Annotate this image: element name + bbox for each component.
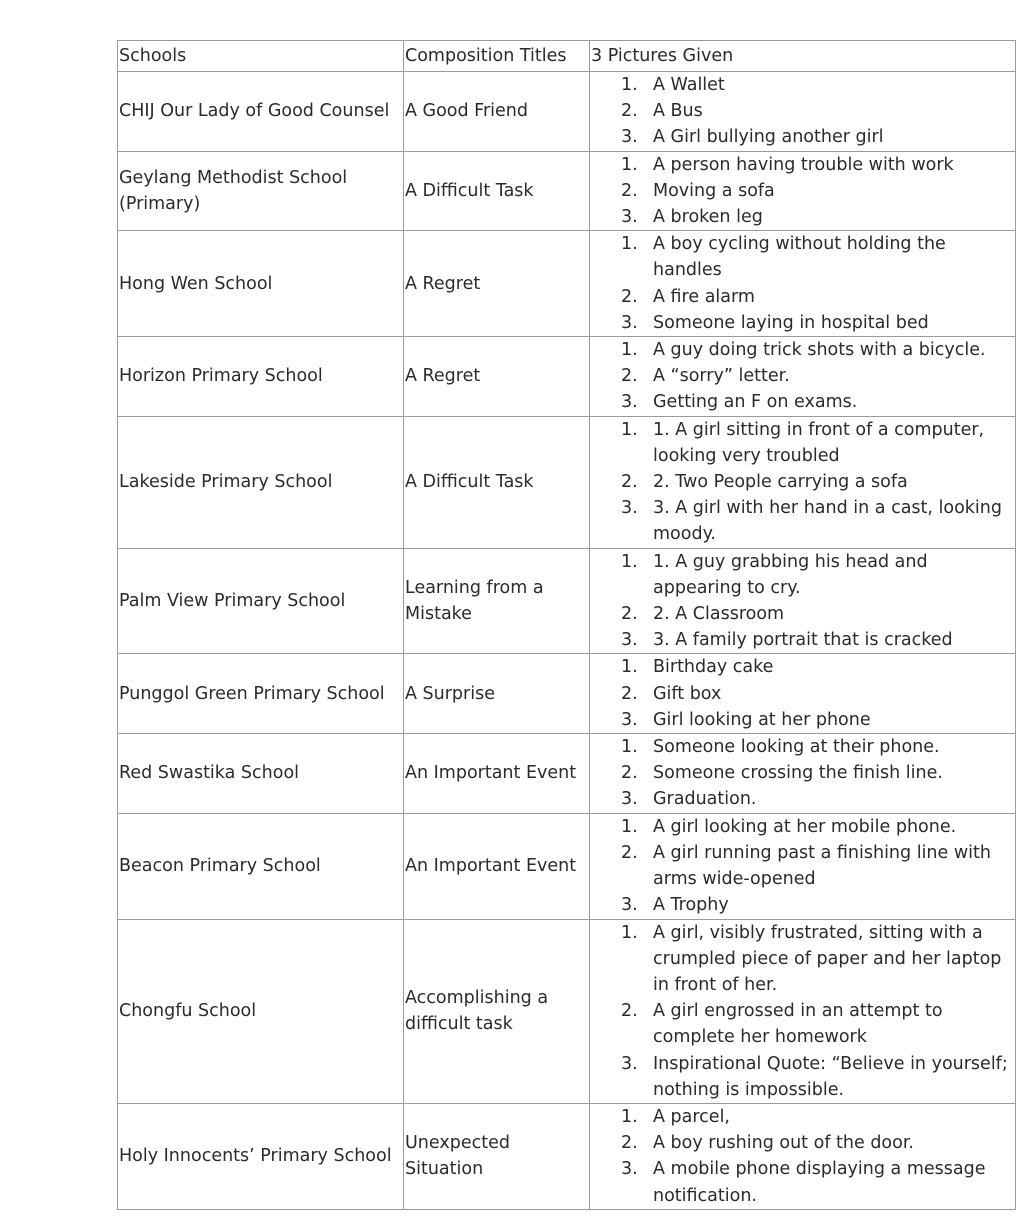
header-schools: Schools (118, 41, 404, 72)
picture-description: A girl running past a finishing line with arms wide-opened (653, 842, 991, 890)
table-row (118, 919, 1016, 1103)
list-number: 2. (621, 286, 638, 307)
picture-description: Graduation. (653, 789, 757, 810)
list-number: 2. (621, 763, 638, 784)
picture-description: 3. A family portrait that is cracked (653, 630, 953, 651)
pictures-list (591, 654, 1015, 733)
list-number: 2. (621, 180, 638, 201)
list-item (591, 124, 1015, 150)
list-item (591, 1156, 1015, 1208)
pictures-list (591, 1104, 1015, 1209)
list-number: 1. (621, 737, 638, 758)
picture-description: Gift box (653, 683, 722, 704)
list-number: 1. (621, 657, 638, 678)
composition-table (117, 40, 1016, 1210)
picture-description: Someone laying in hospital bed (653, 312, 929, 333)
composition-title-cell: A Good Friend (404, 72, 590, 152)
list-number: 3. (621, 630, 638, 651)
picture-description: Moving a sofa (653, 180, 775, 201)
picture-description: A fire alarm (653, 286, 755, 307)
list-item (591, 1051, 1015, 1103)
pictures-list (591, 417, 1015, 548)
picture-description: 1. A guy grabbing his head and appearing to cry. (653, 551, 928, 598)
pictures-cell (590, 548, 1016, 654)
school-cell: CHIJ Our Lady of Good Counsel (118, 72, 404, 152)
list-number: 1. (621, 816, 638, 837)
list-number: 3. (621, 207, 638, 228)
composition-title-cell: An Important Event (404, 734, 590, 814)
picture-description: 2. Two People carrying a sofa (653, 472, 908, 493)
picture-description: Getting an F on exams. (653, 392, 858, 413)
list-item (591, 469, 1015, 495)
picture-description: A boy cycling without holding the handles (653, 234, 946, 281)
school-cell: Palm View Primary School (118, 548, 404, 654)
pictures-list (591, 337, 1015, 416)
list-number: 1. (621, 340, 638, 361)
pictures-cell (590, 337, 1016, 417)
picture-description: A Wallet (653, 75, 725, 95)
table-row (118, 548, 1016, 654)
list-number: 3. (621, 392, 638, 413)
school-cell: Chongfu School (118, 919, 404, 1103)
picture-description: A Girl bullying another girl (653, 127, 884, 148)
list-number: 1. (621, 922, 638, 943)
picture-description: A guy doing trick shots with a bicycle. (653, 340, 986, 361)
picture-description: A parcel, (653, 1106, 730, 1127)
list-item (591, 417, 1015, 469)
pictures-list (591, 152, 1015, 231)
list-number: 2. (621, 472, 638, 493)
composition-title-cell: A Regret (404, 231, 590, 337)
list-number: 3. (621, 498, 638, 519)
picture-description: A girl engrossed in an attempt to complete her homework (653, 1001, 943, 1048)
list-item (591, 760, 1015, 786)
picture-description: 2. A Classroom (653, 604, 785, 625)
list-number: 1. (621, 1106, 638, 1127)
table-row (118, 231, 1016, 337)
list-item (591, 284, 1015, 310)
composition-title-cell: A Difficult Task (404, 151, 590, 231)
list-number: 2. (621, 1001, 638, 1022)
list-item (591, 204, 1015, 230)
pictures-list (591, 734, 1015, 813)
list-item (591, 231, 1015, 283)
picture-description: A “sorry” letter. (653, 366, 790, 387)
school-cell: Geylang Methodist School (Primary) (118, 151, 404, 231)
list-item (591, 152, 1015, 178)
pictures-cell (590, 151, 1016, 231)
school-cell: Lakeside Primary School (118, 416, 404, 548)
school-cell: Horizon Primary School (118, 337, 404, 417)
pictures-cell (590, 72, 1016, 152)
picture-description: A girl, visibly frustrated, sitting with a crumpled piece of paper and her laptop in front of her. (653, 922, 1002, 995)
composition-title-cell: A Surprise (404, 654, 590, 734)
list-item (591, 389, 1015, 415)
table-row (118, 654, 1016, 734)
list-number: 1. (621, 75, 638, 95)
school-cell: Red Swastika School (118, 734, 404, 814)
table-row (118, 72, 1016, 152)
list-number: 2. (621, 366, 638, 387)
list-number: 2. (621, 604, 638, 625)
picture-description: Someone crossing the finish line. (653, 763, 943, 784)
picture-description: Someone looking at their phone. (653, 737, 940, 758)
pictures-cell (590, 919, 1016, 1103)
list-number: 2. (621, 683, 638, 704)
list-item (591, 786, 1015, 812)
table-row (118, 1103, 1016, 1209)
list-item (591, 363, 1015, 389)
list-item (591, 337, 1015, 363)
list-item (591, 681, 1015, 707)
header-pictures-given: 3 Pictures Given (590, 41, 1016, 72)
list-item (591, 892, 1015, 918)
picture-description: A Bus (653, 101, 703, 122)
table-header (118, 41, 1016, 72)
picture-description: A person having trouble with work (653, 154, 954, 175)
pictures-list (591, 231, 1015, 336)
picture-description: Inspirational Quote: “Believe in yourself; nothing is impossible. (653, 1053, 1008, 1100)
table-body (118, 72, 1016, 1210)
list-number: 1. (621, 234, 638, 255)
pictures-list (591, 549, 1015, 654)
picture-description: A broken leg (653, 207, 763, 228)
composition-title-cell: Unexpected Situation (404, 1103, 590, 1209)
table-row (118, 337, 1016, 417)
list-item (591, 495, 1015, 547)
header-composition-titles: Composition Titles (404, 41, 590, 72)
list-number: 1. (621, 419, 638, 440)
list-item (591, 654, 1015, 680)
list-item (591, 98, 1015, 124)
pictures-cell (590, 416, 1016, 548)
list-item (591, 1104, 1015, 1130)
list-number: 1. (621, 154, 638, 175)
school-cell: Beacon Primary School (118, 813, 404, 919)
picture-description: 1. A girl sitting in front of a computer, looking very troubled (653, 419, 985, 466)
list-number: 1. (621, 551, 638, 572)
school-cell: Hong Wen School (118, 231, 404, 337)
composition-title-cell: A Regret (404, 337, 590, 417)
list-number: 2. (621, 842, 638, 863)
list-item (591, 1130, 1015, 1156)
table-row (118, 734, 1016, 814)
composition-title-cell: Accomplishing a difficult task (404, 919, 590, 1103)
list-item (591, 178, 1015, 204)
list-item (591, 549, 1015, 601)
composition-title-cell: Learning from a Mistake (404, 548, 590, 654)
picture-description: A mobile phone displaying a message notification. (653, 1159, 986, 1206)
pictures-list (591, 920, 1015, 1103)
list-number: 3. (621, 127, 638, 148)
pictures-cell (590, 654, 1016, 734)
list-item (591, 707, 1015, 733)
list-item (591, 72, 1015, 98)
list-number: 3. (621, 789, 638, 810)
list-item (591, 627, 1015, 653)
pictures-cell (590, 813, 1016, 919)
table-row (118, 813, 1016, 919)
list-item (591, 601, 1015, 627)
table-row (118, 151, 1016, 231)
pictures-cell (590, 231, 1016, 337)
picture-description: Birthday cake (653, 657, 774, 678)
pictures-list (591, 814, 1015, 919)
picture-description: A Trophy (653, 895, 729, 916)
school-cell: Holy Innocents’ Primary School (118, 1103, 404, 1209)
list-item (591, 734, 1015, 760)
picture-description: A boy rushing out of the door. (653, 1133, 914, 1154)
header-row (118, 41, 1016, 72)
list-number: 3. (621, 709, 638, 730)
list-number: 2. (621, 1133, 638, 1154)
composition-title-cell: A Difficult Task (404, 416, 590, 548)
picture-description: Girl looking at her phone (653, 709, 871, 730)
school-cell: Punggol Green Primary School (118, 654, 404, 734)
list-number: 2. (621, 101, 638, 122)
list-item (591, 840, 1015, 892)
list-number: 3. (621, 1159, 638, 1180)
picture-description: 3. A girl with her hand in a cast, looking moody. (653, 498, 1002, 545)
list-item (591, 998, 1015, 1050)
list-number: 3. (621, 312, 638, 333)
pictures-list (591, 72, 1015, 151)
table-row (118, 416, 1016, 548)
list-item (591, 920, 1015, 999)
list-number: 3. (621, 1053, 638, 1074)
list-number: 3. (621, 895, 638, 916)
composition-title-cell: An Important Event (404, 813, 590, 919)
list-item (591, 814, 1015, 840)
picture-description: A girl looking at her mobile phone. (653, 816, 957, 837)
pictures-cell (590, 1103, 1016, 1209)
list-item (591, 310, 1015, 336)
pictures-cell (590, 734, 1016, 814)
